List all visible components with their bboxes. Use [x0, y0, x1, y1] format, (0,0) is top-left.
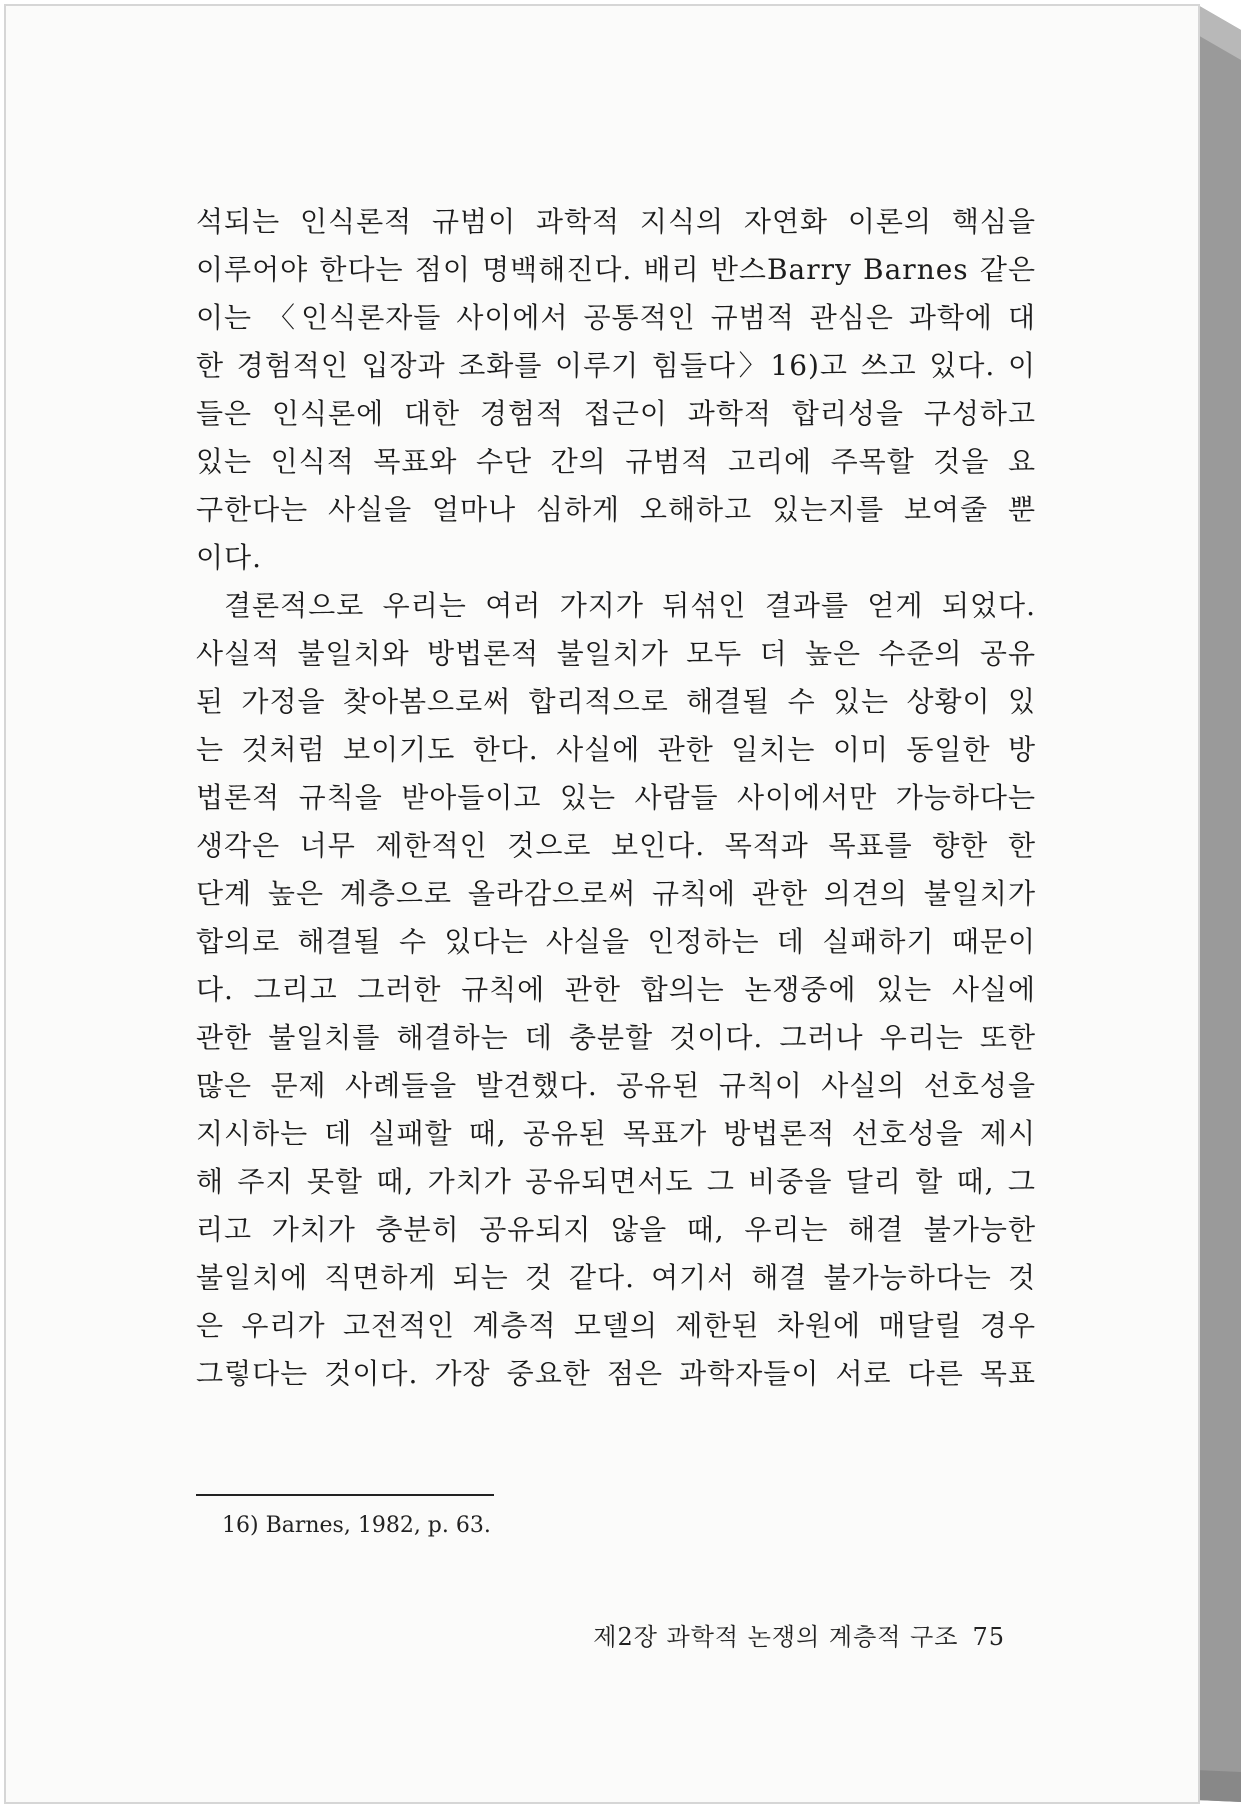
text-line: 이는 〈인식론자들 사이에서 공통적인 규범적 관심은 과학에 대	[196, 301, 1036, 334]
footnote-divider	[196, 1494, 494, 1496]
text-line: 다. 그리고 그러한 규칙에 관한 합의는 논쟁중에 있는 사실에	[196, 973, 1036, 1006]
body-text	[196, 198, 1036, 1398]
text-line: 은 우리가 고전적인 계층적 모델의 제한된 차원에 매달릴 경우	[196, 1309, 1036, 1342]
running-footer	[593, 1617, 1005, 1652]
text-line: 된 가정을 찾아봄으로써 합리적으로 해결될 수 있는 상황이 있	[196, 685, 1036, 718]
text-line: 는 것처럼 보이기도 한다. 사실에 관한 일치는 이미 동일한 방	[196, 733, 1036, 766]
text-line: 그렇다는 것이다. 가장 중요한 점은 과학자들이 서로 다른 목표	[196, 1357, 1036, 1390]
text-line: 단계 높은 계층으로 올라감으로써 규칙에 관한 의견의 불일치가	[196, 877, 1036, 910]
text-line: 법론적 규칙을 받아들이고 있는 사람들 사이에서만 가능하다는	[196, 781, 1036, 814]
text-line: 사실적 불일치와 방법론적 불일치가 모두 더 높은 수준의 공유	[196, 637, 1036, 670]
text-line: 많은 문제 사례들을 발견했다. 공유된 규칙이 사실의 선호성을	[196, 1069, 1036, 1102]
text-line: 이루어야 한다는 점이 명백해진다. 배리 반스Barry Barnes 같은	[196, 253, 1036, 286]
text-line: 생각은 너무 제한적인 것으로 보인다. 목적과 목표를 향한 한	[196, 829, 1036, 862]
text-line: 한 경험적인 입장과 조화를 이루기 힘들다〉16)고 쓰고 있다. 이	[196, 349, 1036, 382]
text-line: 리고 가치가 충분히 공유되지 않을 때, 우리는 해결 불가능한	[196, 1213, 1036, 1246]
text-line: 이다.	[196, 541, 262, 574]
text-line: 합의로 해결될 수 있다는 사실을 인정하는 데 실패하기 때문이	[196, 925, 1036, 958]
text-line: 있는 인식적 목표와 수단 간의 규범적 고리에 주목할 것을 요	[196, 445, 1036, 478]
page-number: 75	[972, 1623, 1005, 1651]
text-line: 석되는 인식론적 규범이 과학적 지식의 자연화 이론의 핵심을	[196, 205, 1036, 238]
text-line: 불일치에 직면하게 되는 것 같다. 여기서 해결 불가능하다는 것	[196, 1261, 1036, 1294]
text-line: 결론적으로 우리는 여러 가지가 뒤섞인 결과를 얻게 되었다.	[224, 589, 1036, 622]
footnote: 16) Barnes, 1982, p. 63.	[222, 1513, 491, 1538]
text-line: 해 주지 못할 때, 가치가 공유되면서도 그 비중을 달리 할 때, 그	[196, 1165, 1036, 1198]
text-line: 구한다는 사실을 얼마나 심하게 오해하고 있는지를 보여줄 뿐	[196, 493, 1036, 526]
text-line: 들은 인식론에 대한 경험적 접근이 과학적 합리성을 구성하고	[196, 397, 1036, 430]
text-line: 관한 불일치를 해결하는 데 충분할 것이다. 그러나 우리는 또한	[196, 1021, 1036, 1054]
text-line: 지시하는 데 실패할 때, 공유된 목표가 방법론적 선호성을 제시	[196, 1117, 1036, 1150]
chapter-title: 제2장 과학적 논쟁의 계층적 구조	[593, 1623, 959, 1651]
